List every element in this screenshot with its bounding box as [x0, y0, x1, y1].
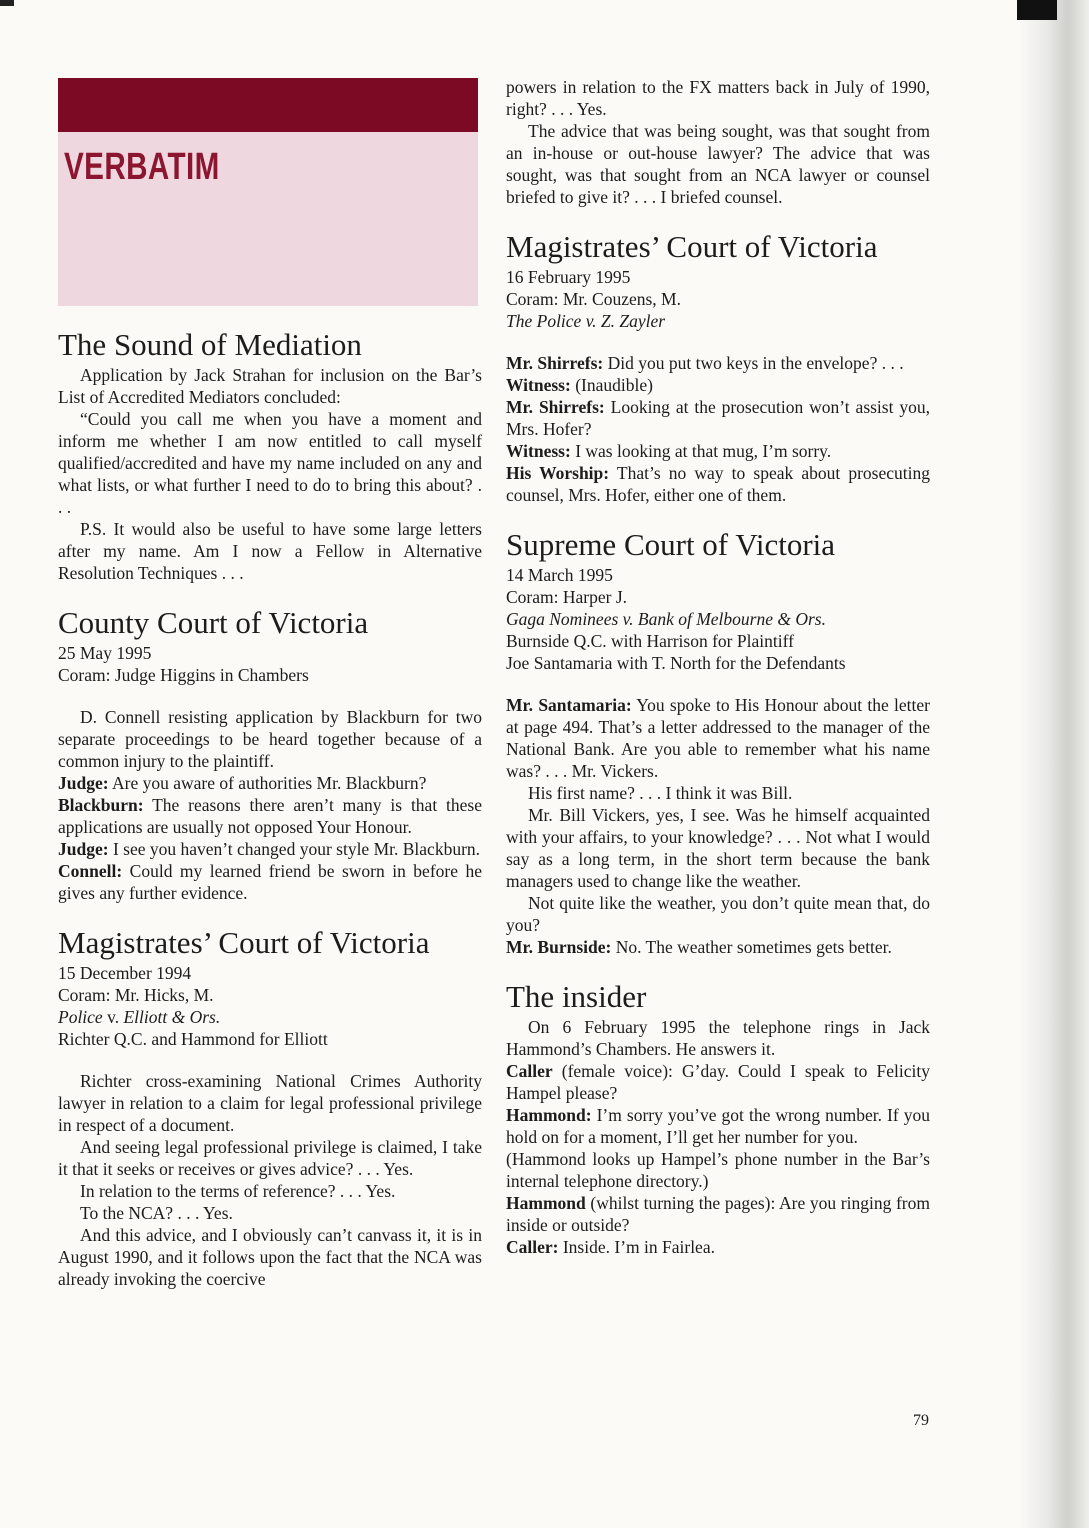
paragraph: To the NCA? . . . Yes. [80, 1203, 233, 1223]
case-name: Gaga Nominees v. Bank of Melbourne & Ors. [506, 609, 826, 629]
dialogue-line [58, 772, 482, 794]
paragraph: Application by Jack Strahan for inclusion on the Bar’s List of Accredited Mediators concluded: [58, 365, 482, 407]
counsel: Richter Q.C. and Hammond for Elliott [58, 1029, 328, 1049]
dialogue-line [506, 396, 930, 440]
dialogue-line [506, 1060, 930, 1104]
counsel: Joe Santamaria with T. North for the Defendants [506, 653, 846, 673]
case-name: Police v. Elliott & Ors. [58, 1007, 221, 1027]
paragraph: “Could you call me when you have a moment and inform me whether I am now entitled to call myself qualified/accredited and have my name included on any and what lists, or what further I need to do to bring this about? . . . [58, 409, 482, 517]
speaker: Witness: [506, 375, 571, 395]
stage-direction: (Hammond looks up Hampel’s phone number in the Bar’s internal telephone directory.) [506, 1149, 930, 1191]
speaker: Mr. Shirrefs: [506, 397, 605, 417]
line-text: Did you put two keys in the envelope? . . . [603, 353, 904, 373]
counsel: Burnside Q.C. with Harrison for Plaintiff [506, 631, 794, 651]
crop-mark [0, 0, 14, 6]
coram: Coram: Mr. Hicks, M. [58, 985, 214, 1005]
dialogue-line [506, 1104, 930, 1148]
paragraph-continued: powers in relation to the FX matters back in July of 1990, right? . . . Yes. [506, 77, 930, 119]
paragraph: And seeing legal professional privilege is claimed, I take it that it seeks or receives or gives advice? . . . Yes. [58, 1137, 482, 1179]
line-text: Looking at the prosecution won’t assist you, Mrs. Hofer? [506, 397, 930, 439]
paragraph: Richter cross-examining National Crimes Authority lawyer in relation to a claim for legal professional privilege in respect of a document. [58, 1071, 482, 1135]
date: 16 February 1995 [506, 267, 631, 287]
date: 25 May 1995 [58, 643, 152, 663]
speaker: Caller [506, 1061, 553, 1081]
line-text: I see you haven’t changed your style Mr. Blackburn. [108, 839, 481, 859]
line-text: (female voice): G’day. Could I speak to Felicity Hampel please? [506, 1061, 930, 1103]
paragraph: His first name? . . . I think it was Bill. [528, 783, 793, 803]
line-text: (Inaudible) [570, 375, 653, 395]
speaker: Mr. Burnside: [506, 937, 612, 957]
banner-bar [58, 78, 478, 132]
dialogue-line [506, 936, 930, 958]
dialogue-line [506, 462, 930, 506]
dialogue-line [506, 440, 930, 462]
paragraph: And this advice, and I obviously can’t canvass it, it is in August 1990, and it follows upon the fact that the NCA was already invoking the coercive [58, 1225, 482, 1289]
dialogue-line [506, 1192, 930, 1236]
paragraph: P.S. It would also be useful to have some large letters after my name. Am I now a Fellow in Alternative Resolution Techniques . . . [58, 519, 482, 583]
page-edge-shadow [1019, 0, 1089, 1528]
binding-mark [1017, 0, 1057, 20]
left-column [58, 328, 482, 1290]
line-text: I was looking at that mug, I’m sorry. [570, 441, 832, 461]
dialogue-line [506, 352, 930, 374]
paragraph: Mr. Bill Vickers, yes, I see. Was he himself acquainted with your affairs, to your knowledge? . . . Not what I would say as a long term, in the short term because the bank managers used to change like the weather. [506, 805, 930, 891]
heading-the-insider: The insider [506, 979, 647, 1014]
speaker: Hammond: [506, 1105, 592, 1125]
line-text: Are you aware of authorities Mr. Blackburn? [108, 773, 427, 793]
section-banner [58, 78, 478, 306]
line-text: I’m sorry you’ve got the wrong number. If you hold on for a moment, I’ll get her number for you. [506, 1105, 930, 1147]
right-column [506, 76, 930, 1258]
date: 15 December 1994 [58, 963, 192, 983]
paragraph: Not quite like the weather, you don’t quite mean that, do you? [506, 893, 930, 935]
heading-county-court: County Court of Victoria [58, 605, 369, 640]
paragraph: The advice that was being sought, was that sought from an in-house or out-house lawyer? The advice that was sought, was that sought from an NCA lawyer or counsel briefed to give it? . . . I briefed counsel. [506, 121, 930, 207]
dialogue-line [58, 838, 482, 860]
speaker: Mr. Shirrefs: [506, 353, 604, 373]
paragraph: On 6 February 1995 the telephone rings in Jack Hammond’s Chambers. He answers it. [506, 1017, 930, 1059]
heading-magistrates-court: Magistrates’ Court of Victoria [58, 925, 430, 960]
speaker: Witness: [506, 441, 571, 461]
paragraph: D. Connell resisting application by Blackburn for two separate proceedings to be heard together because of a common injury to the plaintiff. [58, 707, 482, 771]
speaker: Mr. Santamaria: [506, 695, 632, 715]
line-text: That’s no way to speak about prosecuting counsel, Mrs. Hofer, either one of them. [506, 463, 930, 505]
coram: Coram: Judge Higgins in Chambers [58, 665, 309, 685]
line-text: You spoke to His Honour about the letter at page 494. That’s a letter addressed to the manager of the National Bank. Are you able to remember what his name was? . . . Mr. Vickers. [506, 695, 930, 781]
speaker: Judge: [58, 839, 109, 859]
section-title: VERBATIM [64, 146, 220, 188]
speaker: Caller: [506, 1237, 559, 1257]
speaker: His Worship: [506, 463, 610, 483]
dialogue-line [58, 794, 482, 838]
heading-supreme-court: Supreme Court of Victoria [506, 527, 836, 562]
line-text: The reasons there aren’t many is that these applications are usually not opposed Your Honour. [58, 795, 482, 837]
date: 14 March 1995 [506, 565, 613, 585]
paragraph: In relation to the terms of reference? . . . Yes. [80, 1181, 396, 1201]
dialogue-line [506, 374, 930, 396]
dialogue-line [506, 1236, 930, 1258]
heading-sound-of-mediation: The Sound of Mediation [58, 327, 362, 362]
line-text: No. The weather sometimes gets better. [611, 937, 892, 957]
coram: Coram: Mr. Couzens, M. [506, 289, 681, 309]
speaker: Judge: [58, 773, 109, 793]
dialogue-line [58, 860, 482, 904]
line-text: Inside. I’m in Fairlea. [558, 1237, 715, 1257]
speaker: Blackburn: [58, 795, 144, 815]
case-name: The Police v. Z. Zayler [506, 311, 666, 331]
speaker: Hammond [506, 1193, 586, 1213]
page-number: 79 [913, 1412, 929, 1429]
speaker: Connell: [58, 861, 123, 881]
dialogue-line [506, 694, 930, 782]
line-text: (whilst turning the pages): Are you ringing from inside or outside? [506, 1193, 930, 1235]
line-text: Could my learned friend be sworn in before he gives any further evidence. [58, 861, 482, 903]
heading-magistrates-court: Magistrates’ Court of Victoria [506, 229, 878, 264]
coram: Coram: Harper J. [506, 587, 628, 607]
